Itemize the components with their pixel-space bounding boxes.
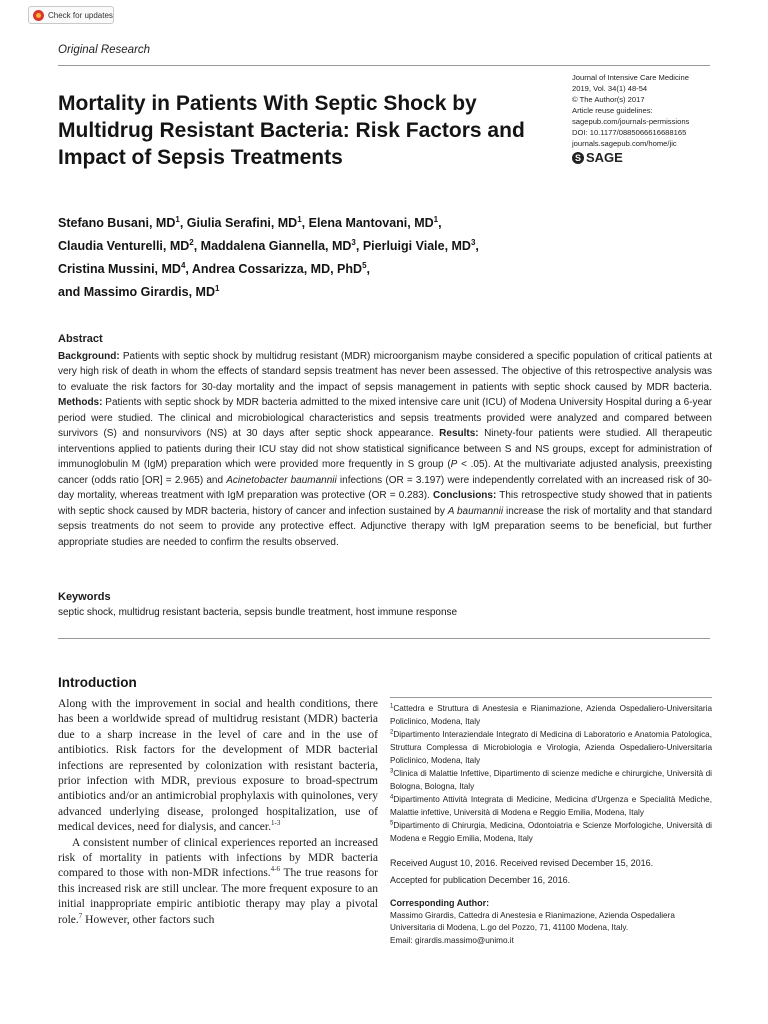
species-name: Acinetobacter baumannii <box>226 474 337 486</box>
affiliation-ref[interactable]: 1 <box>297 215 302 224</box>
affiliation-ref[interactable]: 5 <box>362 261 367 271</box>
methods-text: Patients with septic shock by MDR bacteria admitted to the mixed intensive care unit (ICU) of Modena University Hospital during a 6-year period were studied. The clinical and microbiological characteristics and sepsis treatments provided were analyzed and compared between survivors (S) and nonsurvivors (NS) at 30 days after septic shock appearance. <box>58 397 712 439</box>
keywords-section <box>58 590 712 620</box>
affiliation-ref[interactable]: 1 <box>214 284 220 294</box>
results-text: Ninety-four patients were studied. All therapeutic interventions applied to patients during their ICU stay did not show statistical significance between S and NS groups, except for administration of immunoglobulin M (IgM) preparation which were provided more frequently in S group ( <box>58 428 713 470</box>
affiliations-divider <box>390 697 712 698</box>
affiliation-text: Clinica di Malattie Infettive, Dipartimento di scienze mediche e chirurgiche, Università di Bologna, Bologna, Italy <box>390 769 712 791</box>
affiliation-item <box>390 793 712 819</box>
corresponding-line: Massimo Girardis, Cattedra di Anestesia e Rianimazione, Azienda Ospedaliera <box>390 910 675 920</box>
journal-volume: 2019, Vol. 34(1) 48-54 <box>572 84 648 93</box>
intro-paragraph-2 <box>58 836 378 928</box>
author-name: , Pierluigi Viale, MD <box>355 239 471 254</box>
corresponding-author <box>390 897 712 947</box>
author-name: Stefano Busani, MD <box>58 216 176 231</box>
affiliation-item <box>390 702 712 728</box>
article-type: Original Research <box>58 44 151 56</box>
reuse-link[interactable]: sagepub.com/journals-permissions <box>572 117 690 126</box>
affiliation-ref[interactable]: 2 <box>189 238 194 248</box>
intro-p2-text: A consistent number of clinical experiences reported an increased risk of mortality in patients with infections by MDR bacteria compared to those with non-MDR infections. <box>58 836 378 880</box>
author-line <box>58 256 708 279</box>
author-name: , Giulia Serafini, MD <box>179 216 298 231</box>
keywords-divider <box>58 638 710 639</box>
keywords-list: septic shock, multidrug resistant bacteria, sepsis bundle treatment, host immune response <box>58 607 458 618</box>
author-line <box>58 210 708 233</box>
affiliation-number: 1 <box>390 703 394 710</box>
crossmark-icon <box>33 10 44 21</box>
abstract-heading: Abstract <box>58 333 103 345</box>
conclusions-text-2: increase the risk of mortality and that standard sepsis treatments do not seem to provide any protective effect. Adjunctive therapy with IgM preparation seems to be beneficial, but further appropriate studies are needed to confirm the results observed. <box>58 505 713 548</box>
methods-label: Methods: <box>58 397 103 408</box>
author-line <box>58 279 708 302</box>
affiliation-ref[interactable]: 1 <box>433 215 439 224</box>
header-divider <box>58 65 710 66</box>
affiliations-list <box>390 702 712 845</box>
author-name: and Massimo Girardis, MD <box>58 285 215 300</box>
author-name: , <box>475 239 479 254</box>
journal-info <box>572 72 752 149</box>
affiliation-text: Dipartimento Interaziendale Integrato di Medicina di Laboratorio e Anatomia Patologica, Struttura Complessa di Microbiologia e Virologia, Azienda Ospedaliero-Universitaria Policlinico, Modena, Italy <box>390 730 712 765</box>
corresponding-line: Universitaria di Modena, L.go del Pozzo, 71, 41100 Modena, Italy. <box>390 923 629 932</box>
citation-ref[interactable]: 1-3 <box>270 819 281 828</box>
intro-p2-text-2: The true reasons for this increased risk are still unclear. The more frequent exposure to an initial inappropriate empiric antibiotic therapy may play a pivotal role. <box>58 867 378 926</box>
corresponding-email[interactable]: Email: girardis.massimo@unimo.it <box>390 935 514 945</box>
check-for-updates-button[interactable] <box>28 6 114 24</box>
conclusions-text: This retrospective study showed that in patients with septic shock caused by MDR bacteria, history of cancer and infection sustained by <box>58 490 712 517</box>
abstract-section <box>58 332 712 550</box>
species-name-short: A baumannii <box>447 505 504 517</box>
conclusions-label: Conclusions: <box>432 490 497 501</box>
affiliation-item <box>390 767 712 793</box>
affiliation-number: 3 <box>390 768 394 775</box>
accepted-date: Accepted for publication December 16, 2016. <box>390 875 571 885</box>
citation-ref[interactable]: 7 <box>78 911 83 920</box>
results-text-3: infections (OR = 3.197) were independently correlated with an increased risk of 30-day mortality, whereas treatment with IgM preparation was protective (OR = 0.283). <box>58 474 712 501</box>
affiliation-number: 5 <box>390 820 394 827</box>
author-name: , Elena Mantovani, MD <box>301 216 434 231</box>
keywords-heading: Keywords <box>58 591 111 603</box>
affiliation-text: Cattedra e Struttura di Anestesia e Rianimazione, Azienda Ospedaliero-Universitaria Policlinico, Modena, Italy <box>390 704 712 726</box>
affiliation-ref[interactable]: 3 <box>351 238 356 248</box>
corresponding-heading: Corresponding Author: <box>390 898 490 908</box>
affiliation-ref[interactable]: 4 <box>180 261 186 271</box>
sage-logo-icon: S <box>572 152 584 164</box>
background-text: Patients with septic shock by multidrug resistant (MDR) microorganism maybe considered a specific population of critical patients at very high risk of death in whom the effects of standard sepsis treatment has never been assessed. The objective of this retrospective analysis was to evaluate the risk factors for 30-day mortality and the impact of sepsis management in patients with septic shock caused by MDR bacteria. <box>58 350 712 393</box>
affiliation-item <box>390 728 712 767</box>
journal-home-link[interactable]: journals.sagepub.com/home/jic <box>572 139 677 148</box>
background-label: Background: <box>58 350 120 362</box>
p-value-symbol: P <box>450 459 458 470</box>
intro-paragraph-1 <box>58 697 378 836</box>
intro-p2-text-3: However, other factors such <box>82 913 215 926</box>
intro-p1-text: Along with the improvement in social and health conditions, there has been a worldwide spread of multidrug resistant (MDR) bacteria due to a sharp increase in the level of care and in the use of antibiotics. Risk factors for the development of MDR bacterial infections are represented by colonization with resistant bacteria, prior infection with MDR, previous exposure to broad-spectrum antibiotics and/or an antimicrobial prophylaxis with quinolones, very advanced underlying disease, prolonged hospitalization, use of medical devices, need for dialysis, and cancer. <box>58 698 378 834</box>
author-list <box>58 210 708 303</box>
check-for-updates-label: Check for updates <box>48 10 113 20</box>
author-name: , <box>366 262 370 277</box>
affiliation-text: Dipartimento Attività Integrata di Medicine, Medicina d'Urgenza e Specialità Mediche, Malattie infettive, Università di Modena e Reggio Emilia, Modena, Italy <box>390 795 712 817</box>
author-name: Cristina Mussini, MD <box>58 262 181 277</box>
journal-name: Journal of Intensive Care Medicine <box>572 73 689 82</box>
article-dates <box>390 855 712 889</box>
reuse-label: Article reuse guidelines: <box>572 106 653 115</box>
affiliation-text: Dipartimento di Chirurgia, Medicina, Odontoiatria e Scienze Morfologiche, Università di Modena e Reggio Emilia, Modena, Italy <box>390 821 712 843</box>
received-date: Received August 10, 2016. Received revised December 15, 2016. <box>390 858 654 868</box>
copyright: © The Author(s) 2017 <box>572 95 645 104</box>
affiliation-number: 4 <box>390 794 394 801</box>
doi[interactable]: DOI: 10.1177/0885066616688165 <box>572 128 687 137</box>
affiliation-item <box>390 819 712 845</box>
publisher-logo <box>572 150 623 165</box>
author-name: Claudia Venturelli, MD <box>58 239 190 254</box>
author-name: , Maddalena Giannella, MD <box>193 239 352 254</box>
affiliation-ref[interactable]: 1 <box>175 215 180 224</box>
publisher-name: SAGE <box>586 150 623 165</box>
results-label: Results: <box>439 428 479 439</box>
results-text-2: < .05). At the multivariate adjusted analysis, preexisting cancer (odds ratio [OR] = 2.965) and <box>58 459 713 486</box>
affiliation-ref[interactable]: 3 <box>470 238 476 248</box>
abstract-body <box>58 349 712 551</box>
citation-ref[interactable]: 4-6 <box>270 865 281 874</box>
author-name: , <box>438 216 442 231</box>
author-name: , Andrea Cossarizza, MD, PhD <box>185 262 363 277</box>
introduction-heading: Introduction <box>58 675 137 690</box>
article-title: Mortality in Patients With Septic Shock by Multidrug Resistant Bacteria: Risk Factors and Impact of Sepsis Treatments <box>58 92 525 169</box>
author-line <box>58 233 708 256</box>
introduction-body <box>58 697 378 928</box>
affiliation-number: 2 <box>390 729 394 736</box>
